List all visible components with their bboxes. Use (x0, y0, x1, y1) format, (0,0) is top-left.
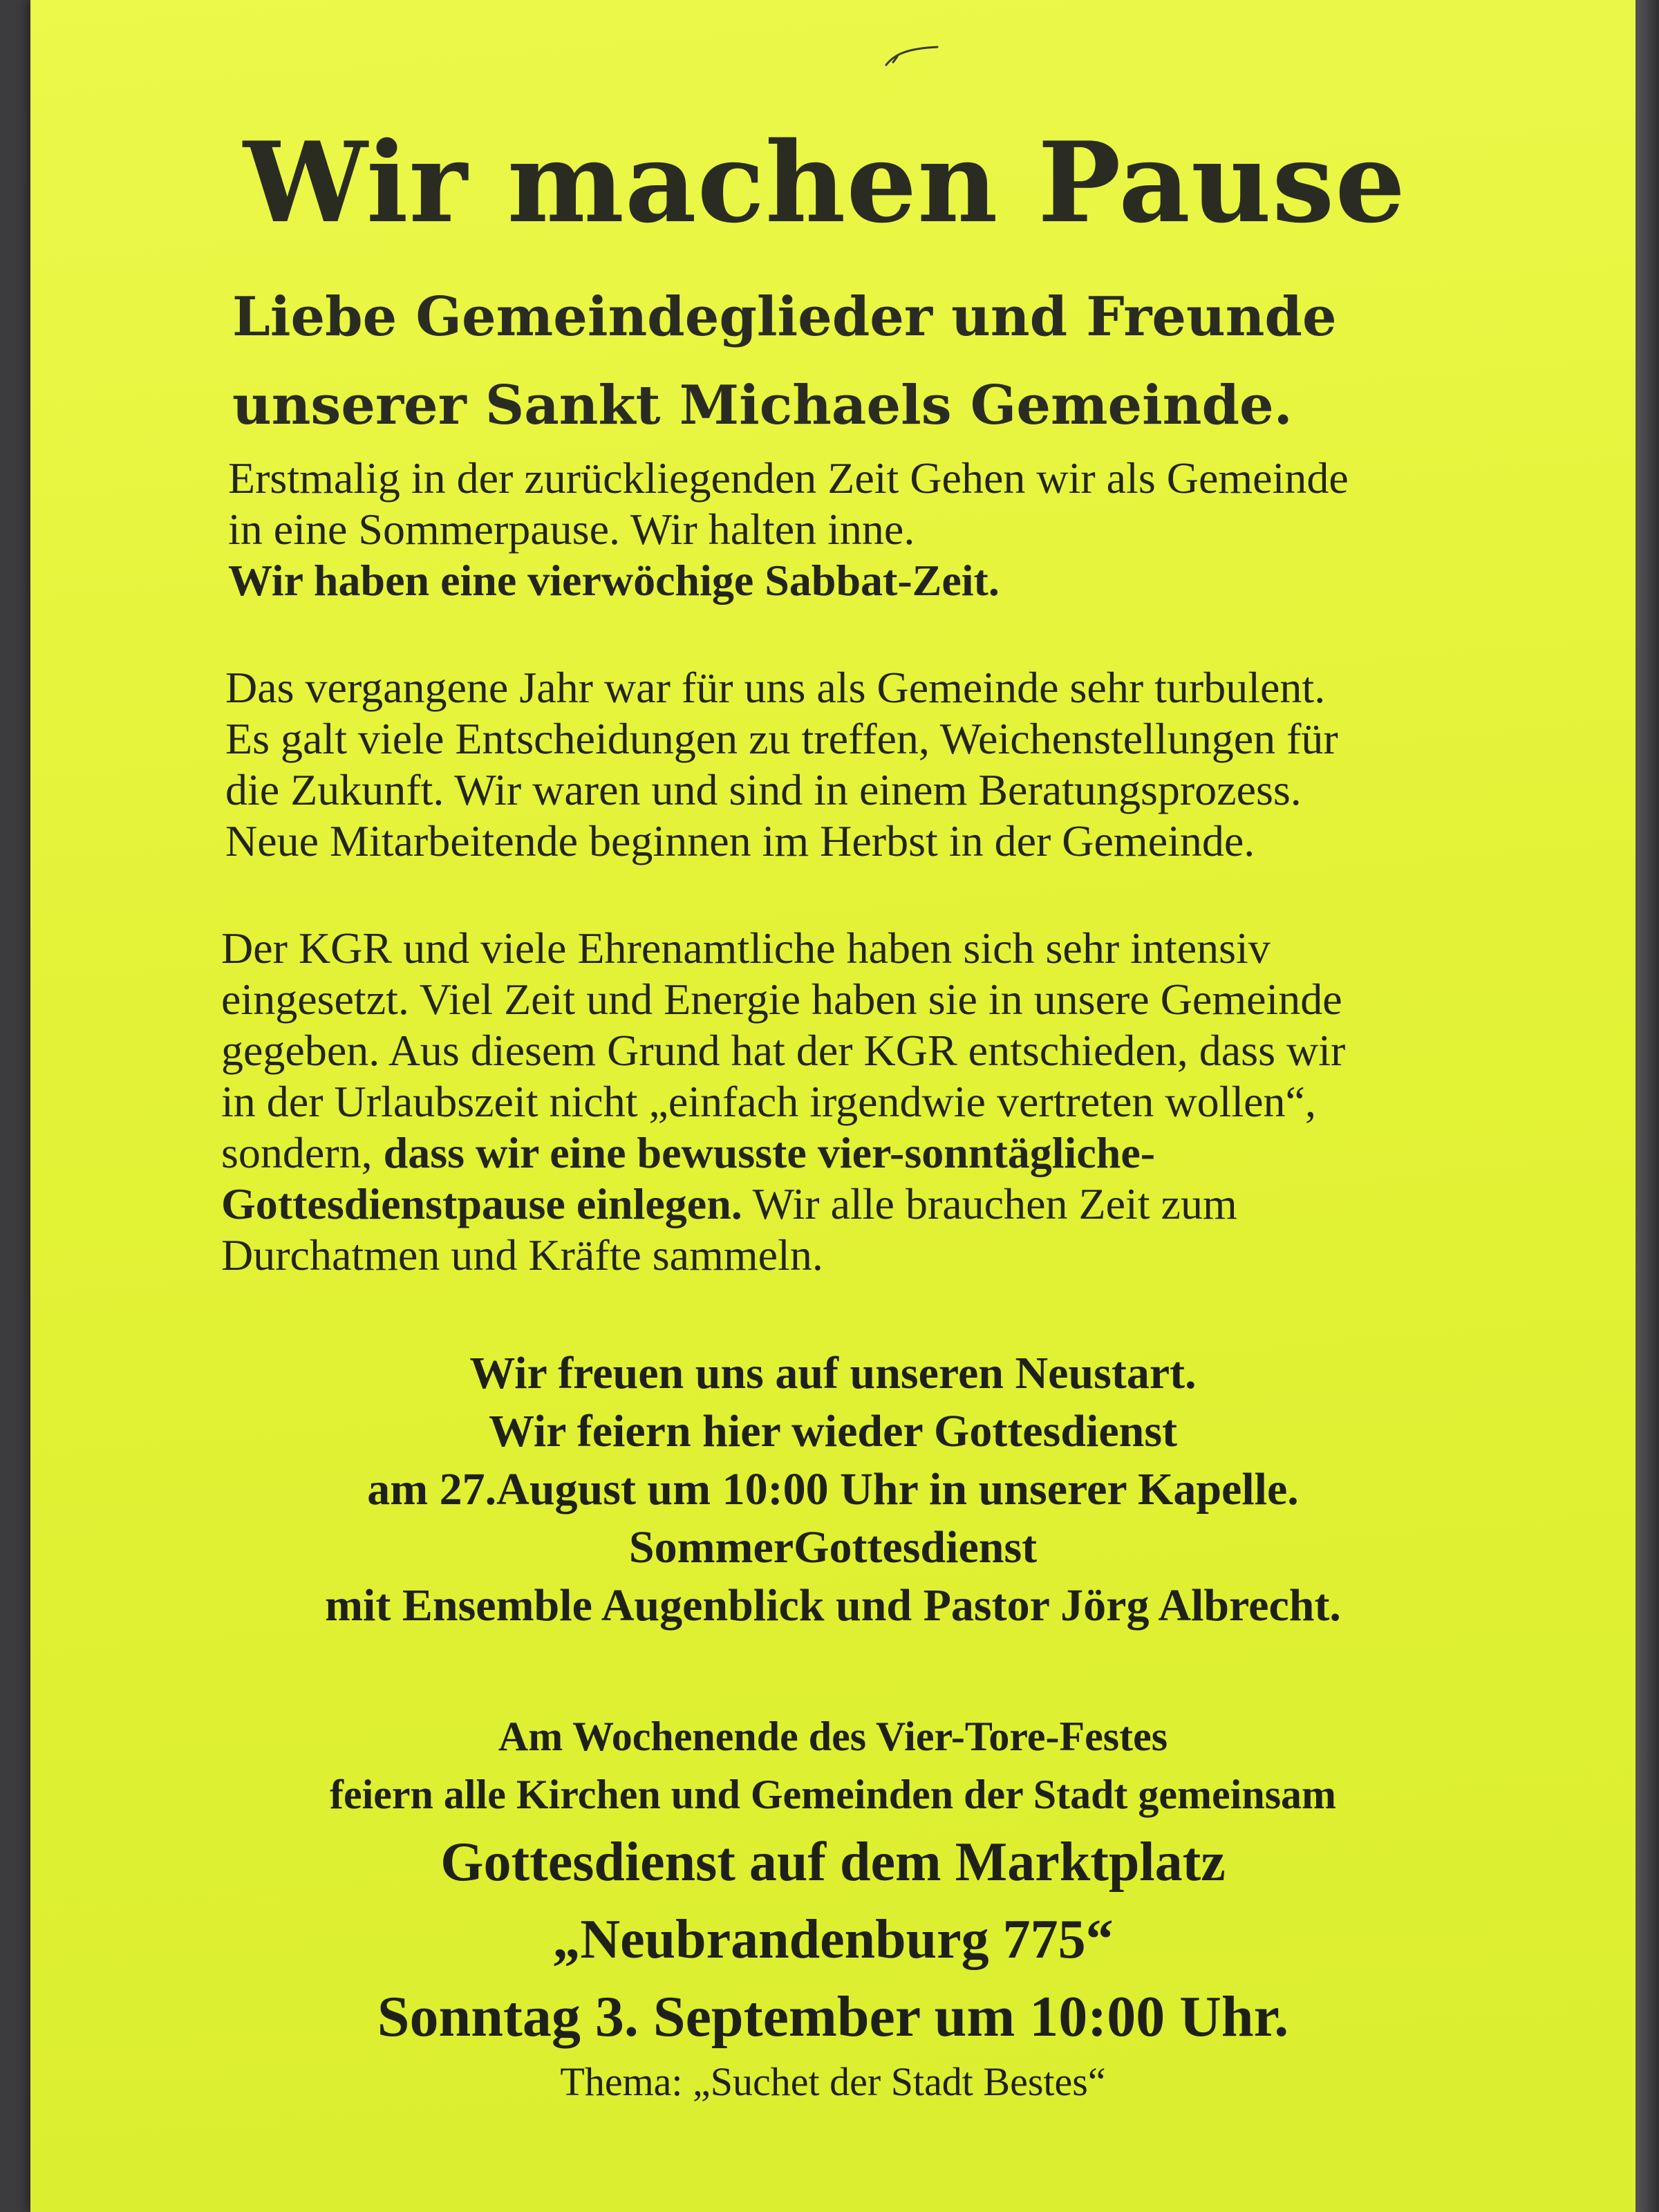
year-review-paragraph (225, 662, 1338, 867)
year-review-line: Neue Mitarbeitende beginnen im Herbst in der Gemeinde. (225, 816, 1255, 865)
council-text-bold: Gottesdienstpause einlegen. (221, 1179, 742, 1228)
year-review-line: Das vergangene Jahr war für uns als Gemeinde sehr turbulent. (225, 663, 1326, 712)
council-text: sondern, (221, 1128, 384, 1177)
council-paragraph (221, 923, 1345, 1281)
intro-line: Erstmalig in der zurückliegenden Zeit Gehen wir als Gemeinde (228, 453, 1349, 503)
council-line: eingesetzt. Viel Zeit und Energie haben sie in unsere Gemeinde (221, 975, 1342, 1024)
intro-paragraph (228, 453, 1349, 606)
page-title: Wir machen Pause (243, 118, 1407, 247)
restart-line: mit Ensemble Augenblick und Pastor Jörg Albrecht. (325, 1580, 1341, 1631)
council-line (221, 1127, 1345, 1179)
year-review-line: Es galt viele Entscheidungen zu treffen, Weichenstellungen für (225, 714, 1338, 763)
council-line: Durchatmen und Kräfte sammeln. (221, 1230, 823, 1280)
year-review-line: die Zukunft. Wir waren und sind in einem Beratungsprozess. (225, 765, 1302, 814)
council-line: in der Urlaubszeit nicht „einfach irgendwie vertreten wollen“, (221, 1077, 1316, 1126)
council-line (221, 1179, 1345, 1230)
intro-line: in eine Sommerpause. Wir halten inne. (228, 505, 915, 554)
festival-line: feiern alle Kirchen und Gemeinden der Stadt gemeinsam (329, 1772, 1337, 1817)
greeting-heading (232, 273, 1337, 450)
intro-line-bold: Wir haben eine vierwöchige Sabbat-Zeit. (228, 556, 1000, 605)
flyer-sheet (30, 0, 1635, 2212)
restart-date-line: am 27.August um 10:00 Uhr in unserer Kapelle. (367, 1464, 1299, 1515)
greeting-line-2: unserer Sankt Michaels Gemeinde. (232, 374, 1293, 437)
festival-line: Am Wochenende des Vier-Tore-Festes (498, 1714, 1168, 1759)
restart-line: Wir feiern hier wieder Gottesdienst (489, 1406, 1177, 1456)
restart-line: Wir freuen uns auf unseren Neustart. (469, 1348, 1197, 1398)
festival-date: Sonntag 3. September um 10:00 Uhr. (377, 1985, 1289, 2049)
council-text: Wir alle brauchen Zeit zum (742, 1179, 1237, 1228)
desk-background (1634, 0, 1659, 2212)
festival-theme: Thema: „Suchet der Stadt Bestes“ (560, 2059, 1106, 2104)
festival-announcement (30, 1707, 1635, 2108)
council-line: gegeben. Aus diesem Grund hat der KGR entschieden, dass wir (221, 1026, 1346, 1075)
festival-service-title: Gottesdienst auf dem Marktplatz (440, 1832, 1226, 1893)
council-line: Der KGR und viele Ehrenamtliche haben sich sehr intensiv (221, 924, 1271, 973)
council-text-bold: dass wir eine bewusste vier-sonntägliche- (383, 1128, 1156, 1177)
festival-event-name: „Neubrandenburg 775“ (552, 1909, 1114, 1970)
restart-announcement (30, 1344, 1635, 1635)
restart-service-name: SommerGottesdienst (628, 1522, 1038, 1573)
greeting-line-1: Liebe Gemeindeglieder und Freunde (232, 285, 1337, 348)
pen-mark (881, 41, 943, 69)
